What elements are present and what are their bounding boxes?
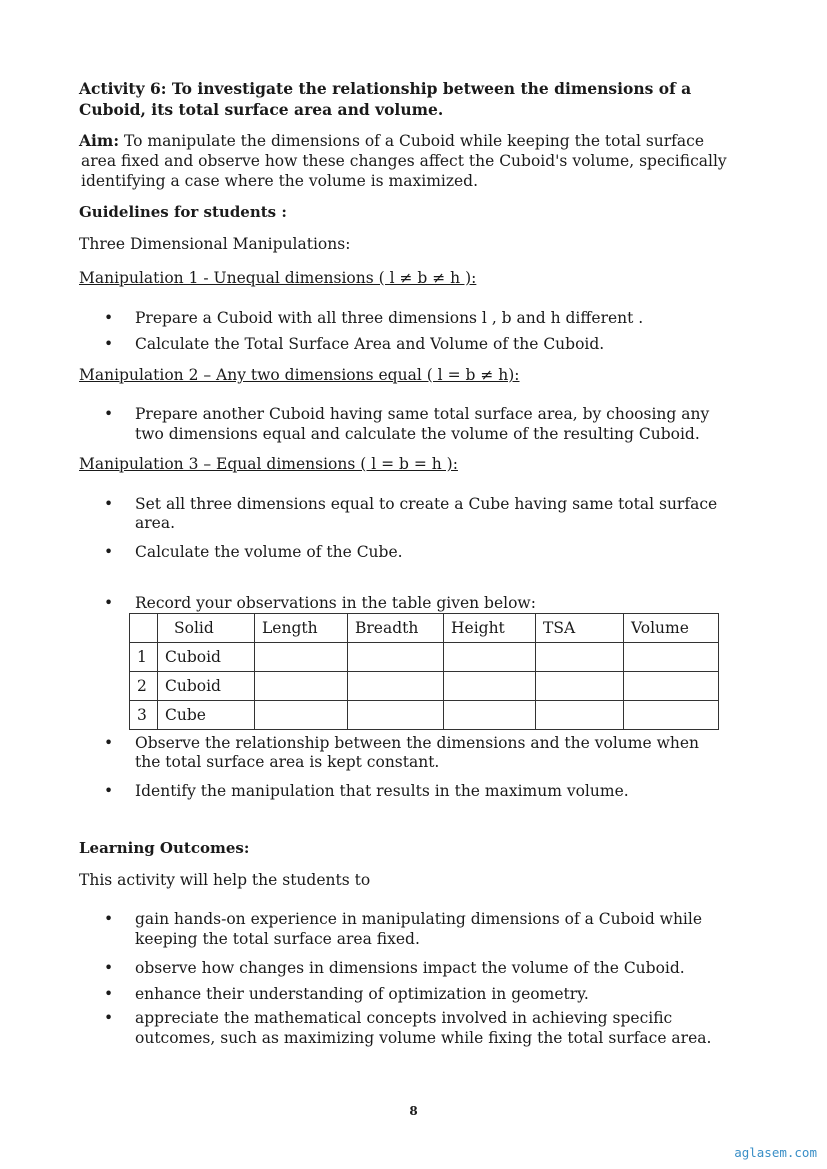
- learning-outcomes-heading: Learning Outcomes:: [79, 839, 250, 857]
- list-item-continuation: two dimensions equal and calculate the volume of the resulting Cuboid.: [135, 425, 700, 443]
- cell-index: 3: [130, 701, 158, 730]
- cell-volume: [624, 701, 719, 730]
- list-item: • Prepare a Cuboid with all three dimensions l , b and h different .: [104, 309, 644, 327]
- list-item-continuation: area.: [135, 514, 175, 532]
- list-item-continuation: outcomes, such as maximizing volume while fixing the total surface area.: [135, 1029, 712, 1047]
- cell-solid: Cube: [158, 701, 255, 730]
- list-item: • enhance their understanding of optimization in geometry.: [104, 985, 589, 1003]
- list-item-continuation: the total surface area is kept constant.: [135, 753, 440, 771]
- learning-intro: This activity will help the students to: [79, 871, 371, 889]
- cell-length: [255, 643, 348, 672]
- aim-line-3: identifying a case where the volume is maximized.: [81, 172, 479, 190]
- cell-tsa: [536, 701, 624, 730]
- header-cell: Height: [444, 614, 536, 643]
- cell-height: [444, 701, 536, 730]
- table-row: [130, 643, 719, 672]
- header-cell: Solid: [158, 614, 255, 643]
- table-row: [130, 672, 719, 701]
- header-cell: [130, 614, 158, 643]
- activity-title: Activity 6: To investigate the relationship between the dimensions of a Cuboid, its total surface area and volume.: [79, 79, 692, 119]
- list-item-continuation: keeping the total surface area fixed.: [135, 930, 420, 948]
- list-item: • Observe the relationship between the dimensions and the volume when: [104, 734, 699, 752]
- cell-length: [255, 701, 348, 730]
- cell-height: [444, 672, 536, 701]
- manipulation-3-heading: Manipulation 3 – Equal dimensions ( l = b = h ):: [79, 455, 458, 473]
- list-item: • appreciate the mathematical concepts involved in achieving specific: [104, 1009, 673, 1027]
- watermark-link[interactable]: aglasem.com: [734, 1145, 817, 1160]
- list-item: • Record your observations in the table given below:: [104, 594, 536, 612]
- cell-height: [444, 643, 536, 672]
- cell-index: 2: [130, 672, 158, 701]
- observation-table: [129, 613, 719, 730]
- cell-index: 1: [130, 643, 158, 672]
- list-item: • Prepare another Cuboid having same total surface area, by choosing any: [104, 405, 710, 423]
- header-cell: Breadth: [348, 614, 444, 643]
- cell-tsa: [536, 643, 624, 672]
- cell-tsa: [536, 672, 624, 701]
- manipulation-1-heading: Manipulation 1 - Unequal dimensions ( l ≠ b ≠ h ):: [79, 269, 477, 287]
- table-header-row: [130, 614, 719, 643]
- table-row: [130, 701, 719, 730]
- header-cell: TSA: [536, 614, 624, 643]
- cell-breadth: [348, 643, 444, 672]
- list-item: • Identify the manipulation that results in the maximum volume.: [104, 782, 629, 800]
- aim-line-2: area fixed and observe how these changes affect the Cuboid's volume, specifically: [81, 152, 727, 170]
- cell-breadth: [348, 672, 444, 701]
- aim-label: Aim:: [79, 131, 120, 150]
- cell-length: [255, 672, 348, 701]
- list-item: • observe how changes in dimensions impact the volume of the Cuboid.: [104, 959, 685, 977]
- list-item: • Calculate the Total Surface Area and Volume of the Cuboid.: [104, 335, 605, 353]
- cell-solid: Cuboid: [158, 672, 255, 701]
- manipulation-2-heading: Manipulation 2 – Any two dimensions equal ( l = b ≠ h):: [79, 366, 520, 384]
- cell-breadth: [348, 701, 444, 730]
- cell-solid: Cuboid: [158, 643, 255, 672]
- three-dim-label: Three Dimensional Manipulations:: [79, 235, 351, 253]
- list-item: • Set all three dimensions equal to create a Cube having same total surface: [104, 495, 718, 513]
- aim-paragraph: [79, 131, 769, 191]
- cell-volume: [624, 643, 719, 672]
- page-number: 8: [409, 1104, 418, 1118]
- header-cell: Volume: [624, 614, 719, 643]
- aim-line-1: To manipulate the dimensions of a Cuboid while keeping the total surface: [119, 132, 705, 150]
- guidelines-heading: Guidelines for students :: [79, 203, 287, 221]
- cell-volume: [624, 672, 719, 701]
- header-cell: Length: [255, 614, 348, 643]
- list-item: • gain hands-on experience in manipulating dimensions of a Cuboid while: [104, 910, 703, 928]
- list-item: • Calculate the volume of the Cube.: [104, 543, 403, 561]
